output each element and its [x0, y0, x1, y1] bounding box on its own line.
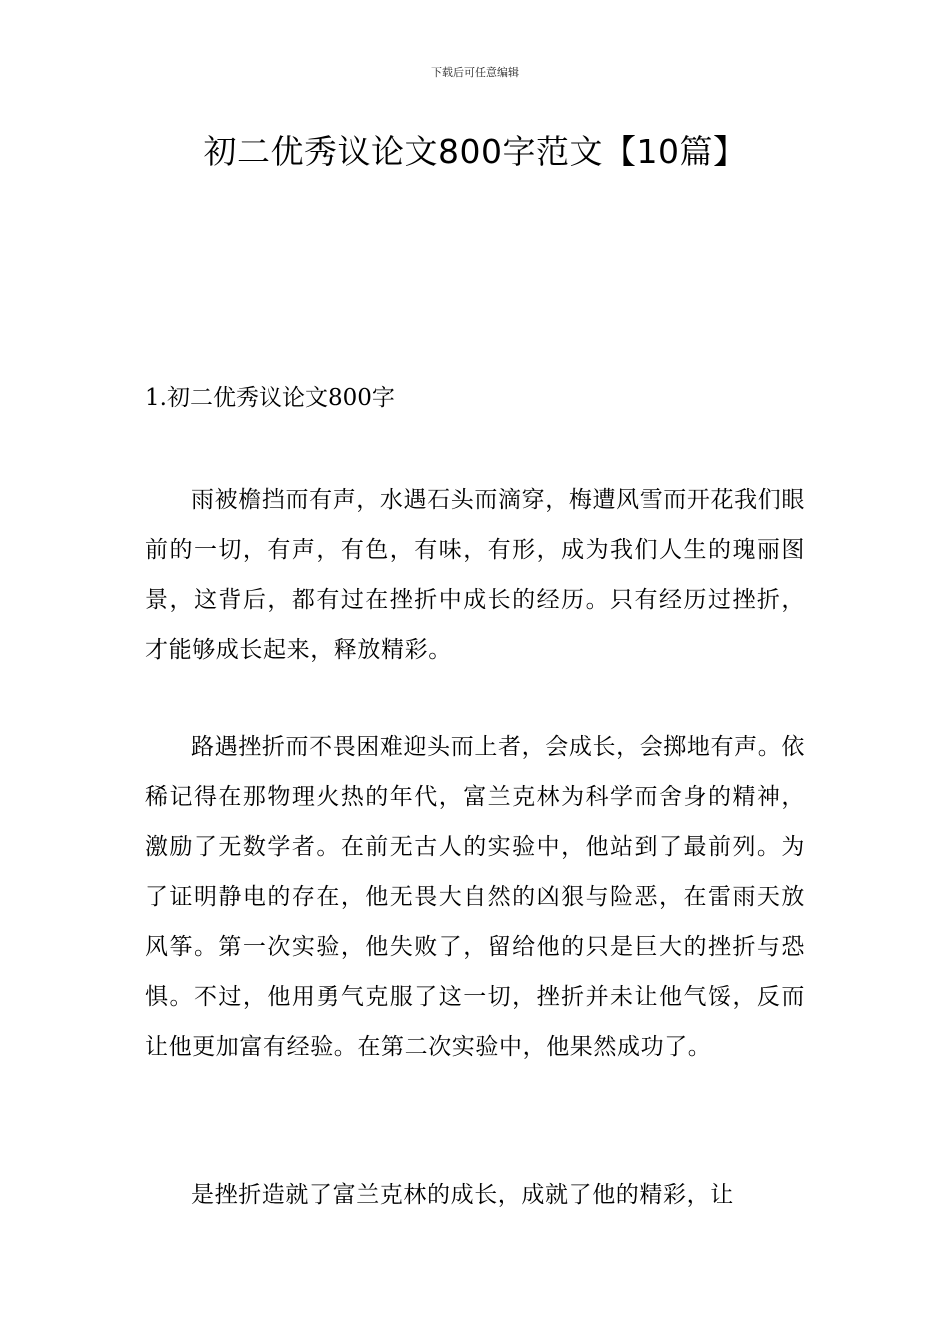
paragraph: 是挫折造就了富兰克林的成长，成就了他的精彩，让	[191, 1182, 734, 1208]
document-title: 初二优秀议论文800字范文【10篇】	[203, 132, 747, 171]
section-heading: 1.初二优秀议论文800字	[145, 385, 395, 411]
paragraph: 雨被檐挡而有声，水遇石头而滴穿，梅遭风雪而开花我们眼前的一切，有声，有色，有味，有形，成为我们人生的瑰丽图景，这背后，都有过在挫折中成长的经历。只有经历过挫折，才能够成长起来，释放精彩。	[145, 487, 805, 663]
paragraph: 路遇挫折而不畏困难迎头而上者，会成长，会掷地有声。依稀记得在那物理火热的年代，富兰克林为科学而舍身的精神，激励了无数学者。在前无古人的实验中，他站到了最前列。为了证明静电的存在，他无畏大自然的凶狠与险恶，在雷雨天放风筝。第一次实验，他失败了，留给他的只是巨大的挫折与恐惧。不过，他用勇气克服了这一切，挫折并未让他气馁，反而让他更加富有经验。在第二次实验中，他果然成功了。	[145, 734, 805, 1060]
header-note: 下载后可任意编辑	[431, 66, 519, 79]
